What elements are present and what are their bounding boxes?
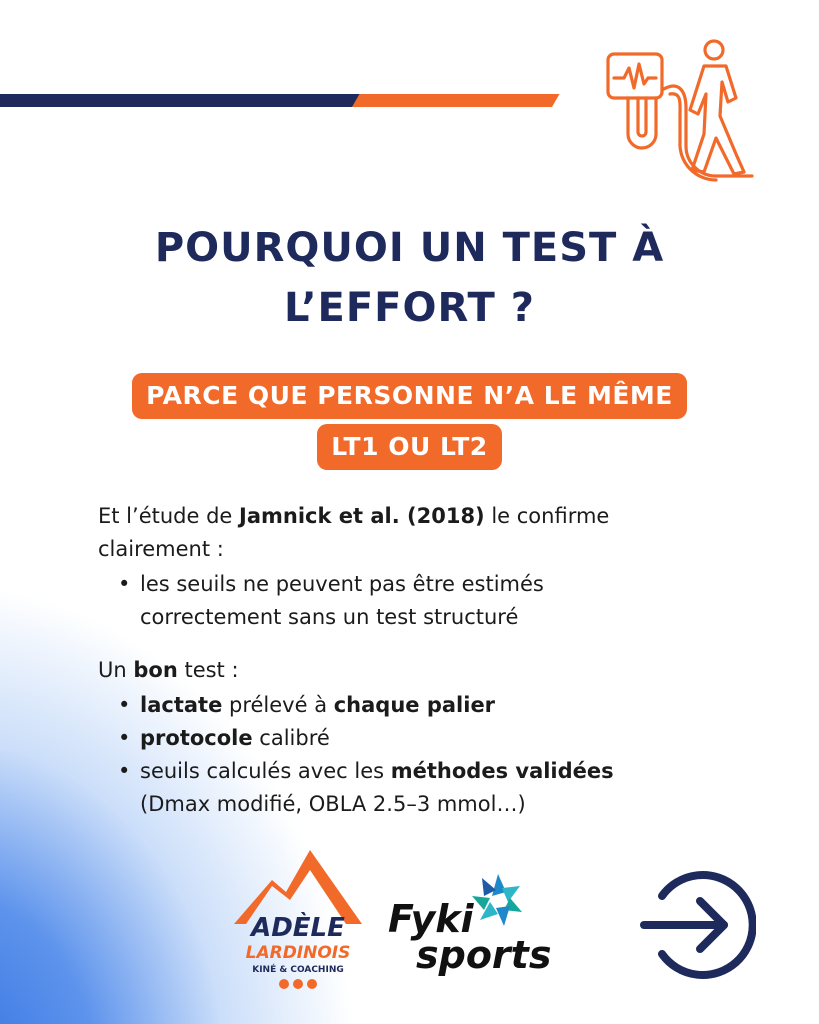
- study-pre: Et l’étude de: [98, 504, 240, 528]
- study-post2: clairement :: [98, 537, 224, 561]
- run-icon: [293, 979, 303, 989]
- good-test-post: test :: [177, 658, 239, 682]
- page-title: [0, 218, 819, 338]
- fyki-word: Fyki: [388, 897, 474, 941]
- page-title-line1: POURQUOI UN TEST À: [154, 225, 665, 271]
- highlight-pill-line2: LT1 OU LT2: [317, 424, 501, 470]
- item-bold: méthodes validées: [390, 759, 614, 783]
- adele-surname: LARDINOIS: [245, 943, 351, 963]
- study-bullet-text1: les seuils ne peuvent pas être estimés: [140, 572, 544, 596]
- adele-name: ADÈLE: [251, 913, 345, 943]
- swim-icon: [307, 979, 317, 989]
- arrow-right-circle-icon[interactable]: [638, 866, 756, 984]
- list-item: [140, 568, 738, 634]
- bike-icon: [279, 979, 289, 989]
- header-bar-orange: [352, 94, 560, 107]
- item-bold: chaque palier: [333, 693, 496, 717]
- good-test-list: [98, 689, 738, 821]
- study-paragraph: [98, 500, 738, 566]
- highlight-pill-line1: PARCE QUE PERSONNE N’A LE MÊME: [132, 373, 687, 419]
- sports-word: sports: [416, 933, 552, 977]
- page-title-line2: L’EFFORT ?: [284, 285, 535, 331]
- good-test-pre: Un: [98, 658, 134, 682]
- adele-lardinois-logo: [232, 846, 364, 994]
- study-bullet-list: [98, 568, 738, 634]
- study-bullet-text2: correctement sans un test structuré: [140, 605, 519, 629]
- fyki-sports-logo: [386, 870, 566, 980]
- item-text: (Dmax modifié, OBLA 2.5–3 mmol…): [140, 792, 526, 816]
- list-item: [140, 722, 738, 755]
- list-item: [140, 755, 738, 821]
- item-text: calibré: [252, 726, 330, 750]
- item-bold: protocole: [140, 726, 253, 750]
- item-text: seuils calculés avec les: [140, 759, 391, 783]
- study-citation: Jamnick et al. (2018): [239, 504, 485, 528]
- header-bar-navy: [0, 94, 362, 107]
- list-item: [140, 689, 738, 722]
- highlight-row-2: [0, 424, 819, 470]
- good-test-bold: bon: [133, 658, 178, 682]
- item-text: prélevé à: [222, 693, 334, 717]
- stress-test-walking-icon: [604, 34, 756, 186]
- fyki-star-icon: [472, 874, 522, 926]
- highlight-row-1: [0, 373, 819, 419]
- good-test-intro: [98, 654, 738, 687]
- body-content: [98, 500, 738, 821]
- adele-tagline: KINÉ & COACHING: [252, 965, 344, 975]
- study-post1: le confirme: [484, 504, 610, 528]
- item-bold: lactate: [140, 693, 223, 717]
